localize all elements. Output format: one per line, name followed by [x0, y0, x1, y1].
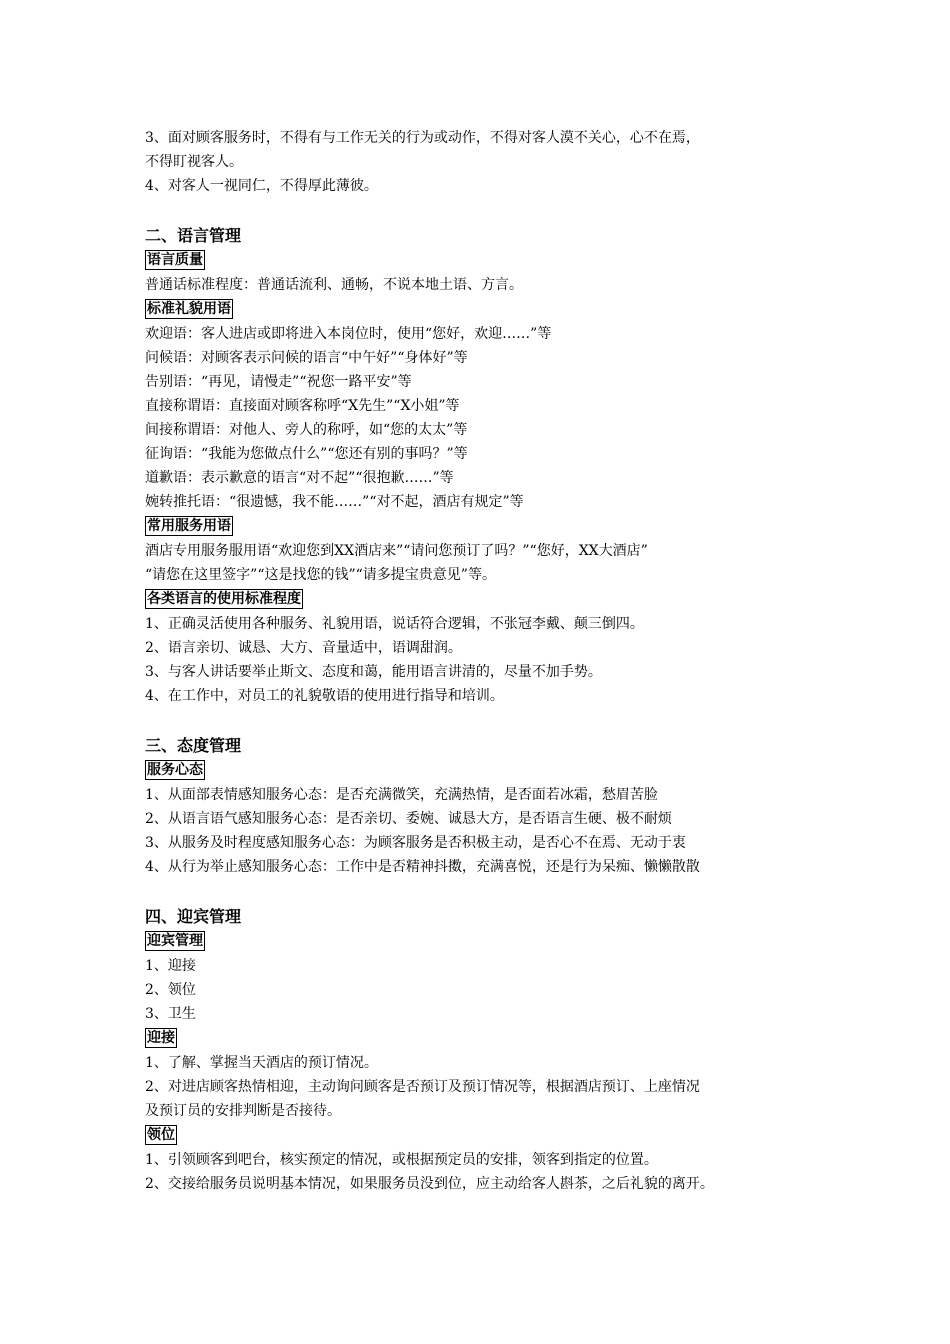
subheading-greeting: 迎接 — [147, 1030, 175, 1046]
subheading-language-standard: 各类语言的使用标准程度 — [147, 591, 301, 607]
body-line: 1、正确灵活使用各种服务、礼貌用语，说话符合逻辑，不张冠李戴、颠三倒四。 — [145, 616, 644, 632]
body-line: 征询语：“我能为您做点什么”“您还有别的事吗？”等 — [145, 446, 468, 462]
body-line: 1、从面部表情感知服务心态：是否充满微笑，充满热情，是否面若冰霜，愁眉苦脸 — [145, 787, 658, 803]
body-line: 2、领位 — [145, 982, 196, 998]
spacer — [145, 879, 825, 905]
body-line: 婉转推托语：“很遗憾，我不能……”“对不起，酒店有规定”等 — [145, 494, 524, 510]
subheading-service-mindset: 服务心态 — [147, 762, 203, 778]
subheading-seating: 领位 — [147, 1127, 175, 1143]
intro-line: 不得盯视客人。 — [145, 154, 243, 170]
document-body — [145, 126, 825, 1196]
body-line: 直接称谓语：直接面对顾客称呼“X先生”“X小姐”等 — [145, 398, 460, 414]
subheading-polite-terms: 标准礼貌用语 — [147, 301, 231, 317]
body-line: 1、引领顾客到吧台，核实预定的情况，或根据预定员的安排，领客到指定的位置。 — [145, 1152, 658, 1168]
body-line: 2、从语言语气感知服务心态：是否亲切、委婉、诚恳大方，是否语言生硬、极不耐烦 — [145, 811, 672, 827]
body-line: 普通话标准程度：普通话流利、通畅，不说本地土语、方言。 — [145, 277, 523, 293]
body-line: 1、迎接 — [145, 958, 196, 974]
subheading-language-quality: 语言质量 — [147, 252, 203, 268]
body-line: 告别语：“再见，请慢走”“祝您一路平安”等 — [145, 374, 412, 390]
body-line: 4、从行为举止感知服务心态：工作中是否精神抖擞，充满喜悦，还是行为呆痴、懒懒散散 — [145, 859, 700, 875]
body-line: 2、交接给服务员说明基本情况，如果服务员没到位，应主动给客人斟茶，之后礼貌的离开。 — [145, 1176, 714, 1192]
body-line: 3、与客人讲话要举止斯文、态度和蔼，能用语言讲清的，尽量不加手势。 — [145, 664, 602, 680]
body-line: 2、对进店顾客热情相迎，主动询问顾客是否预订及预订情况等，根据酒店预订、上座情况 — [145, 1079, 700, 1095]
body-line: 酒店专用服务服用语“欢迎您到XX酒店来”“请问您预订了吗？”“您好，XX大酒店” — [145, 543, 648, 559]
body-line: 及预订员的安排判断是否接待。 — [145, 1103, 341, 1119]
body-line: 2、语言亲切、诚恳、大方、音量适中，语调甜润。 — [145, 640, 462, 656]
body-line: 3、卫生 — [145, 1006, 196, 1022]
section-heading-attitude: 三、态度管理 — [145, 736, 242, 755]
body-line: 道歉语：表示歉意的语言“对不起”“很抱歉……”等 — [145, 470, 454, 486]
body-line: 欢迎语：客人进店或即将进入本岗位时，使用“您好，欢迎……”等 — [145, 326, 552, 342]
section-heading-language: 二、语言管理 — [145, 226, 242, 245]
body-line: “请您在这里签字”“这是找您的钱”“请多提宝贵意见”等。 — [145, 567, 496, 583]
body-line: 3、从服务及时程度感知服务心态：为顾客服务是否积极主动，是否心不在焉、无动于衷 — [145, 835, 686, 851]
intro-line: 3、面对顾客服务时，不得有与工作无关的行为或动作，不得对客人漠不关心，心不在焉， — [145, 130, 700, 146]
section-heading-reception: 四、迎宾管理 — [145, 907, 242, 926]
body-line: 问候语：对顾客表示问候的语言“中午好”“身体好”等 — [145, 350, 468, 366]
spacer — [145, 708, 825, 734]
body-line: 间接称谓语：对他人、旁人的称呼，如“您的太太”等 — [145, 422, 468, 438]
spacer — [145, 198, 825, 224]
body-line: 4、在工作中，对员工的礼貌敬语的使用进行指导和培训。 — [145, 688, 504, 704]
subheading-service-terms: 常用服务用语 — [147, 518, 231, 534]
subheading-reception-management: 迎宾管理 — [147, 933, 203, 949]
body-line: 1、了解、掌握当天酒店的预订情况。 — [145, 1055, 378, 1071]
intro-line: 4、对客人一视同仁，不得厚此薄彼。 — [145, 178, 378, 194]
